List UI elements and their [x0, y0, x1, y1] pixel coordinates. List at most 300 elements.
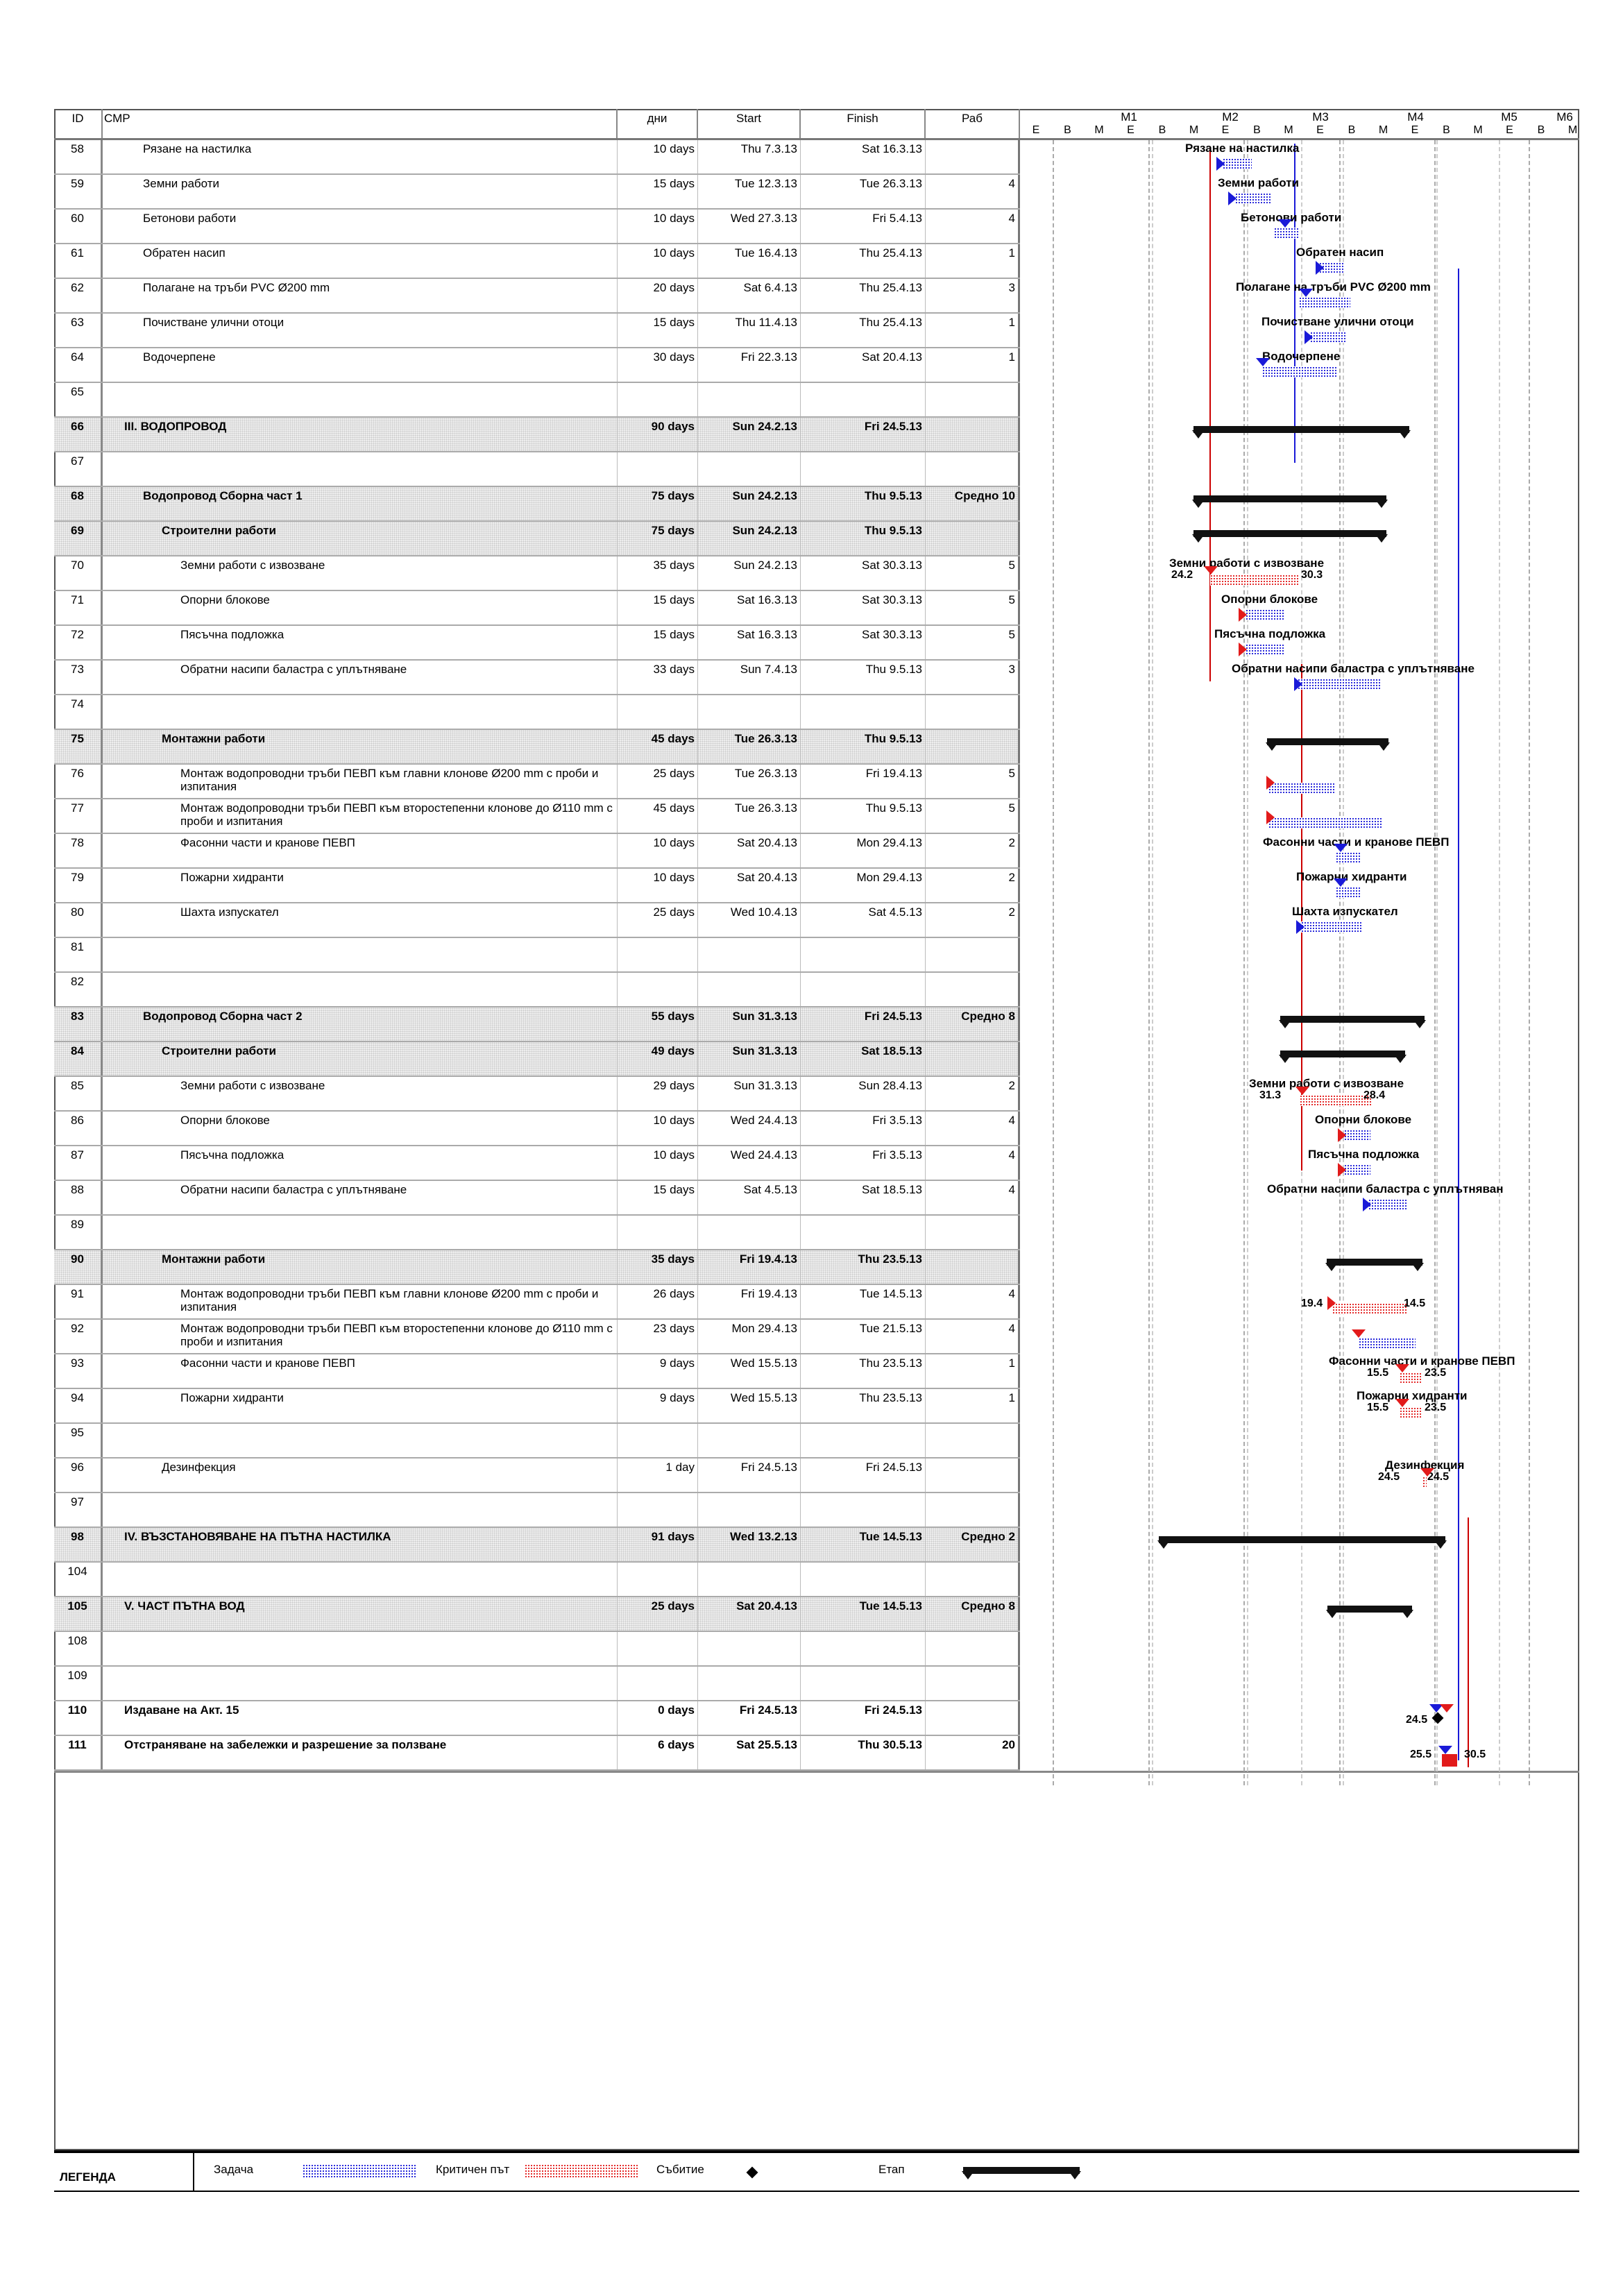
task-bar[interactable]: [1368, 1199, 1408, 1210]
period-label: M: [1284, 124, 1293, 136]
task-resources: [926, 695, 1020, 729]
table-row[interactable]: [54, 1597, 1020, 1632]
table-row[interactable]: [54, 452, 1020, 487]
table-row[interactable]: [54, 730, 1020, 765]
task-duration: [618, 695, 698, 729]
task-start: Fri 19.4.13: [698, 1285, 801, 1318]
bar-label: Полагане на тръби PVC Ø200 mm: [1236, 280, 1431, 294]
task-name: Почистване улични отоци: [103, 314, 618, 347]
task-start: [698, 1424, 801, 1457]
task-resources: 4: [926, 1181, 1020, 1214]
summary-bar[interactable]: [1267, 738, 1388, 745]
task-bar[interactable]: [1298, 679, 1381, 690]
task-finish: Tue 14.5.13: [801, 1597, 926, 1631]
task-finish: Thu 25.4.13: [801, 279, 926, 312]
table-row[interactable]: [54, 765, 1020, 799]
critical-bar[interactable]: [1442, 1754, 1457, 1767]
row-id: 76: [54, 765, 103, 798]
task-name: Обратни насипи баластра с уплътняване: [103, 661, 618, 694]
period-label: B: [1064, 124, 1071, 136]
bar-label: 25.5: [1410, 1749, 1432, 1760]
row-id: 80: [54, 903, 103, 937]
task-resources: Средно 8: [926, 1597, 1020, 1631]
task-resources: [926, 730, 1020, 763]
critical-bar[interactable]: [1332, 1303, 1407, 1314]
task-resources: 5: [926, 626, 1020, 659]
table-row[interactable]: [54, 314, 1020, 348]
table-row[interactable]: [54, 938, 1020, 973]
task-finish: Tue 26.3.13: [801, 175, 926, 208]
table-row[interactable]: [54, 522, 1020, 556]
task-bar[interactable]: [1310, 332, 1346, 343]
table-row[interactable]: [54, 1354, 1020, 1389]
period-label: B: [1443, 124, 1450, 136]
task-resources: [926, 1424, 1020, 1457]
bar-label: Дезинфекция: [1385, 1459, 1465, 1472]
summary-bar[interactable]: [1280, 1051, 1405, 1057]
col-name-header[interactable]: СМР: [103, 109, 618, 138]
row-id: 98: [54, 1528, 103, 1561]
summary-bar[interactable]: [1193, 530, 1386, 537]
col-id-header[interactable]: ID: [54, 109, 103, 138]
period-label: E: [1506, 124, 1513, 136]
row-id: 58: [54, 140, 103, 173]
row-id: 64: [54, 348, 103, 382]
bar-label: Водочерпене: [1262, 350, 1341, 363]
task-name: Водочерпене: [103, 348, 618, 382]
task-start: [698, 973, 801, 1006]
task-resources: [926, 1493, 1020, 1527]
link-arrow-icon: [1296, 920, 1305, 934]
task-duration: 6 days: [618, 1736, 698, 1769]
period-label: B: [1348, 124, 1356, 136]
task-name: Монтаж водопроводни тръби ПЕВП към главни клонове Ø200 mm с проби и изпитания: [103, 1285, 618, 1318]
task-bar[interactable]: [1299, 297, 1350, 308]
table-row[interactable]: [54, 1701, 1020, 1736]
critical-bar[interactable]: [1210, 575, 1298, 586]
table-row[interactable]: [54, 175, 1020, 210]
critical-bar[interactable]: [1400, 1372, 1422, 1384]
task-name: Монтажни работи: [103, 730, 618, 763]
grid-line: [1053, 140, 1054, 1785]
summary-bar[interactable]: [1327, 1606, 1412, 1613]
row-id: 109: [54, 1667, 103, 1700]
table-row[interactable]: [54, 1077, 1020, 1112]
task-bar[interactable]: [1246, 609, 1284, 620]
grid-line: [1529, 140, 1530, 1785]
row-id: 73: [54, 661, 103, 694]
table-row[interactable]: [54, 1493, 1020, 1528]
task-duration: 20 days: [618, 279, 698, 312]
task-duration: 25 days: [618, 765, 698, 798]
row-id: 78: [54, 834, 103, 867]
row-id: 111: [54, 1736, 103, 1769]
critical-link-line: [1209, 147, 1211, 681]
link-arrow-icon: [1440, 1704, 1454, 1712]
task-finish: Fri 24.5.13: [801, 418, 926, 451]
task-resources: [926, 1667, 1020, 1700]
task-finish: Fri 24.5.13: [801, 1007, 926, 1041]
bar-label: 28.4: [1363, 1089, 1386, 1101]
table-row[interactable]: [54, 626, 1020, 661]
gantt-chart: [1020, 109, 1579, 1785]
bar-label: 15.5: [1367, 1402, 1389, 1413]
task-resources: 5: [926, 556, 1020, 590]
task-duration: [618, 1216, 698, 1249]
task-resources: [926, 1216, 1020, 1249]
table-row[interactable]: [54, 1389, 1020, 1424]
task-finish: Thu 23.5.13: [801, 1250, 926, 1284]
task-start: Sat 6.4.13: [698, 279, 801, 312]
link-arrow-icon: [1256, 358, 1270, 366]
link-arrow-icon: [1420, 1468, 1434, 1477]
row-id: 82: [54, 973, 103, 1006]
task-resources: [926, 1250, 1020, 1284]
summary-bar[interactable]: [1280, 1016, 1425, 1023]
task-name: Шахта изпускател: [103, 903, 618, 937]
table-row[interactable]: [54, 210, 1020, 244]
task-finish: Thu 23.5.13: [801, 1389, 926, 1422]
task-bar[interactable]: [1268, 817, 1383, 828]
row-id: 65: [54, 383, 103, 416]
link-arrow-icon: [1278, 219, 1292, 228]
task-duration: 45 days: [618, 799, 698, 833]
critical-bar[interactable]: [1400, 1407, 1422, 1418]
task-finish: Fri 3.5.13: [801, 1146, 926, 1180]
row-id: 72: [54, 626, 103, 659]
bar-label: 24.5: [1406, 1714, 1428, 1726]
task-duration: 91 days: [618, 1528, 698, 1561]
task-bar[interactable]: [1223, 158, 1252, 169]
month-label: M2: [1222, 110, 1239, 124]
task-resources: 1: [926, 244, 1020, 278]
table-row[interactable]: [54, 1528, 1020, 1563]
col-resources-header[interactable]: Раб: [926, 109, 1020, 138]
table-row[interactable]: [54, 1216, 1020, 1250]
task-start: Fri 24.5.13: [698, 1701, 801, 1735]
task-resources: 4: [926, 210, 1020, 243]
task-start: [698, 1563, 801, 1596]
task-resources: Средно 10: [926, 487, 1020, 520]
task-resources: 1: [926, 348, 1020, 382]
summary-bar[interactable]: [1193, 426, 1409, 433]
month-label: M1: [1121, 110, 1137, 124]
table-row[interactable]: [54, 1632, 1020, 1667]
table-row[interactable]: [54, 140, 1020, 175]
col-finish-header[interactable]: Finish: [801, 109, 926, 138]
task-name: IV. ВЪЗСТАНОВЯВАНЕ НА ПЪТНА НАСТИЛКА: [103, 1528, 618, 1561]
task-name: [103, 1667, 618, 1700]
task-bar[interactable]: [1336, 852, 1360, 863]
task-start: [698, 1667, 801, 1700]
table-row[interactable]: [54, 1459, 1020, 1493]
task-duration: [618, 938, 698, 971]
table-row[interactable]: [54, 1563, 1020, 1597]
row-id: 62: [54, 279, 103, 312]
link-arrow-icon: [1299, 289, 1313, 297]
task-resources: Средно 8: [926, 1007, 1020, 1041]
table-row[interactable]: [54, 1667, 1020, 1701]
task-resources: 2: [926, 834, 1020, 867]
task-finish: [801, 1493, 926, 1527]
task-finish: Fri 5.4.13: [801, 210, 926, 243]
bar-label: Рязане на настилка: [1185, 142, 1300, 155]
task-start: [698, 1216, 801, 1249]
task-finish: [801, 1632, 926, 1665]
task-resources: [926, 418, 1020, 451]
task-finish: Fri 24.5.13: [801, 1459, 926, 1492]
table-row[interactable]: [54, 661, 1020, 695]
task-finish: Sat 30.3.13: [801, 626, 926, 659]
task-finish: [801, 452, 926, 486]
task-bar[interactable]: [1344, 1164, 1370, 1175]
task-duration: 15 days: [618, 1181, 698, 1214]
task-duration: [618, 383, 698, 416]
legend-title: ЛЕГЕНДА: [60, 2170, 116, 2184]
task-start: Sat 20.4.13: [698, 834, 801, 867]
task-name: [103, 1563, 618, 1596]
task-name: Пясъчна подложка: [103, 1146, 618, 1180]
task-resources: 1: [926, 1389, 1020, 1422]
task-start: Sun 31.3.13: [698, 1077, 801, 1110]
task-name: Рязане на настилка: [103, 140, 618, 173]
summary-bar[interactable]: [1193, 495, 1386, 502]
task-finish: Fri 3.5.13: [801, 1112, 926, 1145]
task-duration: 45 days: [618, 730, 698, 763]
bar-label: Земни работи с извозване: [1169, 556, 1325, 570]
table-row[interactable]: [54, 1424, 1020, 1459]
month-label: M5: [1501, 110, 1518, 124]
dependency-line: [1294, 144, 1295, 463]
task-start: Tue 26.3.13: [698, 765, 801, 798]
task-finish: Sun 28.4.13: [801, 1077, 926, 1110]
task-duration: 10 days: [618, 140, 698, 173]
task-resources: 2: [926, 1077, 1020, 1110]
task-finish: Mon 29.4.13: [801, 869, 926, 902]
table-row[interactable]: [54, 1285, 1020, 1320]
task-name: Обратен насип: [103, 244, 618, 278]
task-bar[interactable]: [1262, 366, 1337, 377]
task-finish: Fri 24.5.13: [801, 1701, 926, 1735]
task-name: [103, 1493, 618, 1527]
task-start: Sun 31.3.13: [698, 1007, 801, 1041]
link-arrow-icon: [1438, 1746, 1452, 1754]
task-name: [103, 383, 618, 416]
link-arrow-icon: [1338, 1128, 1346, 1142]
task-finish: Sat 30.3.13: [801, 556, 926, 590]
task-name: Земни работи с извозване: [103, 556, 618, 590]
task-bar[interactable]: [1246, 644, 1284, 655]
task-duration: [618, 1563, 698, 1596]
task-finish: Thu 9.5.13: [801, 661, 926, 694]
row-id: 90: [54, 1250, 103, 1284]
critical-bar[interactable]: [1422, 1477, 1427, 1488]
table-row[interactable]: [54, 556, 1020, 591]
task-name: Опорни блокове: [103, 591, 618, 624]
task-finish: [801, 938, 926, 971]
period-label: M: [1094, 124, 1104, 136]
task-start: [698, 452, 801, 486]
task-resources: 1: [926, 1354, 1020, 1388]
table-row[interactable]: [54, 1112, 1020, 1146]
table-row[interactable]: [54, 244, 1020, 279]
table-row[interactable]: [54, 348, 1020, 383]
task-duration: 25 days: [618, 1597, 698, 1631]
row-id: 104: [54, 1563, 103, 1596]
task-duration: 10 days: [618, 244, 698, 278]
task-duration: 35 days: [618, 1250, 698, 1284]
task-bar[interactable]: [1344, 1130, 1370, 1141]
task-name: Бетонови работи: [103, 210, 618, 243]
legend-task-label: Задача: [214, 2163, 254, 2176]
task-resources: 3: [926, 661, 1020, 694]
link-arrow-icon: [1228, 192, 1237, 205]
month-label: M6: [1556, 110, 1573, 124]
table-row[interactable]: [54, 487, 1020, 522]
task-resources: 4: [926, 175, 1020, 208]
row-id: 79: [54, 869, 103, 902]
bar-label: 24.5: [1378, 1471, 1400, 1483]
legend: [54, 2150, 1579, 2192]
task-finish: Thu 25.4.13: [801, 314, 926, 347]
row-id: 68: [54, 487, 103, 520]
bar-label: 31.3: [1259, 1089, 1282, 1101]
bar-label: Фасонни части и кранове ПЕВП: [1329, 1354, 1515, 1368]
table-row[interactable]: [54, 869, 1020, 903]
row-id: 93: [54, 1354, 103, 1388]
task-resources: 4: [926, 1285, 1020, 1318]
link-arrow-icon: [1334, 844, 1348, 852]
table-row[interactable]: [54, 383, 1020, 418]
table-row[interactable]: [54, 279, 1020, 314]
task-start: Sat 16.3.13: [698, 626, 801, 659]
row-id: 94: [54, 1389, 103, 1422]
row-id: 95: [54, 1424, 103, 1457]
table-row[interactable]: [54, 1181, 1020, 1216]
task-start: Mon 29.4.13: [698, 1320, 801, 1353]
table-row[interactable]: [54, 1736, 1020, 1771]
row-id: 87: [54, 1146, 103, 1180]
task-bar[interactable]: [1268, 783, 1334, 794]
col-start-header[interactable]: Start: [698, 109, 801, 138]
bar-label: Обратни насипи баластра с уплътняван: [1267, 1182, 1504, 1196]
bar-label: Опорни блокове: [1315, 1113, 1412, 1126]
table-row[interactable]: [54, 591, 1020, 626]
link-arrow-icon: [1334, 878, 1348, 887]
task-duration: [618, 1632, 698, 1665]
task-finish: Thu 25.4.13: [801, 244, 926, 278]
bar-label: Земни работи с извозване: [1249, 1077, 1404, 1090]
period-label: M: [1378, 124, 1388, 136]
bar-label: 24.2: [1171, 569, 1193, 581]
task-start: Sun 24.2.13: [698, 522, 801, 555]
task-resources: [926, 452, 1020, 486]
link-arrow-icon: [1294, 677, 1302, 691]
row-id: 81: [54, 938, 103, 971]
link-arrow-icon: [1239, 643, 1247, 656]
task-finish: [801, 1563, 926, 1596]
task-duration: 10 days: [618, 1146, 698, 1180]
task-start: [698, 695, 801, 729]
summary-bar[interactable]: [1159, 1536, 1445, 1543]
task-bar[interactable]: [1301, 921, 1362, 933]
table-row[interactable]: [54, 1146, 1020, 1181]
task-start: Sun 24.2.13: [698, 418, 801, 451]
bar-label: Фасонни части и кранове ПЕВП: [1263, 835, 1450, 849]
legend-critical-swatch: [525, 2164, 639, 2178]
legend-stage-label: Етап: [878, 2163, 905, 2176]
row-id: 59: [54, 175, 103, 208]
task-resources: 1: [926, 314, 1020, 347]
task-start: Fri 22.3.13: [698, 348, 801, 382]
table-row[interactable]: [54, 1042, 1020, 1077]
dependency-line: [1458, 269, 1459, 1760]
task-resources: 3: [926, 279, 1020, 312]
timeline-header: [1020, 109, 1579, 140]
link-arrow-icon: [1327, 1296, 1336, 1310]
task-name: III. ВОДОПРОВОД: [103, 418, 618, 451]
bar-label: 30.5: [1464, 1749, 1486, 1760]
task-duration: 15 days: [618, 626, 698, 659]
summary-bar[interactable]: [1327, 1259, 1422, 1266]
task-name: [103, 1216, 618, 1249]
task-name: Монтаж водопроводни тръби ПЕВП към главни клонове Ø200 mm с проби и изпитания: [103, 765, 618, 798]
task-start: Fri 24.5.13: [698, 1459, 801, 1492]
table-row[interactable]: [54, 1007, 1020, 1042]
task-start: Wed 27.3.13: [698, 210, 801, 243]
row-id: 97: [54, 1493, 103, 1527]
grid-line: [1152, 140, 1153, 1785]
row-id: 63: [54, 314, 103, 347]
table-row[interactable]: [54, 973, 1020, 1007]
table-row[interactable]: [54, 695, 1020, 730]
bar-label: Пясъчна подложка: [1214, 627, 1326, 640]
task-start: Sun 24.2.13: [698, 487, 801, 520]
task-finish: Mon 29.4.13: [801, 834, 926, 867]
link-arrow-icon: [1395, 1399, 1409, 1407]
bar-label: 24.5: [1427, 1471, 1450, 1483]
task-start: Sun 31.3.13: [698, 1042, 801, 1075]
task-resources: [926, 1701, 1020, 1735]
table-row[interactable]: [54, 1320, 1020, 1354]
table-row[interactable]: [54, 1250, 1020, 1285]
task-bar[interactable]: [1336, 887, 1360, 898]
col-duration-header[interactable]: дни: [618, 109, 698, 138]
task-start: Tue 12.3.13: [698, 175, 801, 208]
task-bar[interactable]: [1235, 193, 1271, 204]
task-name: Пожарни хидранти: [103, 1389, 618, 1422]
bar-label: 14.5: [1404, 1298, 1426, 1309]
task-start: Sat 20.4.13: [698, 1597, 801, 1631]
table-row[interactable]: [54, 418, 1020, 452]
period-label: M: [1567, 124, 1578, 136]
task-name: [103, 1424, 618, 1457]
row-id: 75: [54, 730, 103, 763]
table-row[interactable]: [54, 834, 1020, 869]
task-bar[interactable]: [1274, 228, 1299, 239]
critical-bar[interactable]: [1300, 1095, 1373, 1106]
task-finish: [801, 1424, 926, 1457]
month-label: M4: [1407, 110, 1424, 124]
table-row[interactable]: [54, 903, 1020, 938]
table-row[interactable]: [54, 799, 1020, 834]
task-finish: Thu 30.5.13: [801, 1736, 926, 1769]
task-bar[interactable]: [1359, 1338, 1416, 1349]
task-duration: 15 days: [618, 175, 698, 208]
task-duration: [618, 1493, 698, 1527]
task-start: Sun 24.2.13: [698, 556, 801, 590]
task-name: Земни работи: [103, 175, 618, 208]
